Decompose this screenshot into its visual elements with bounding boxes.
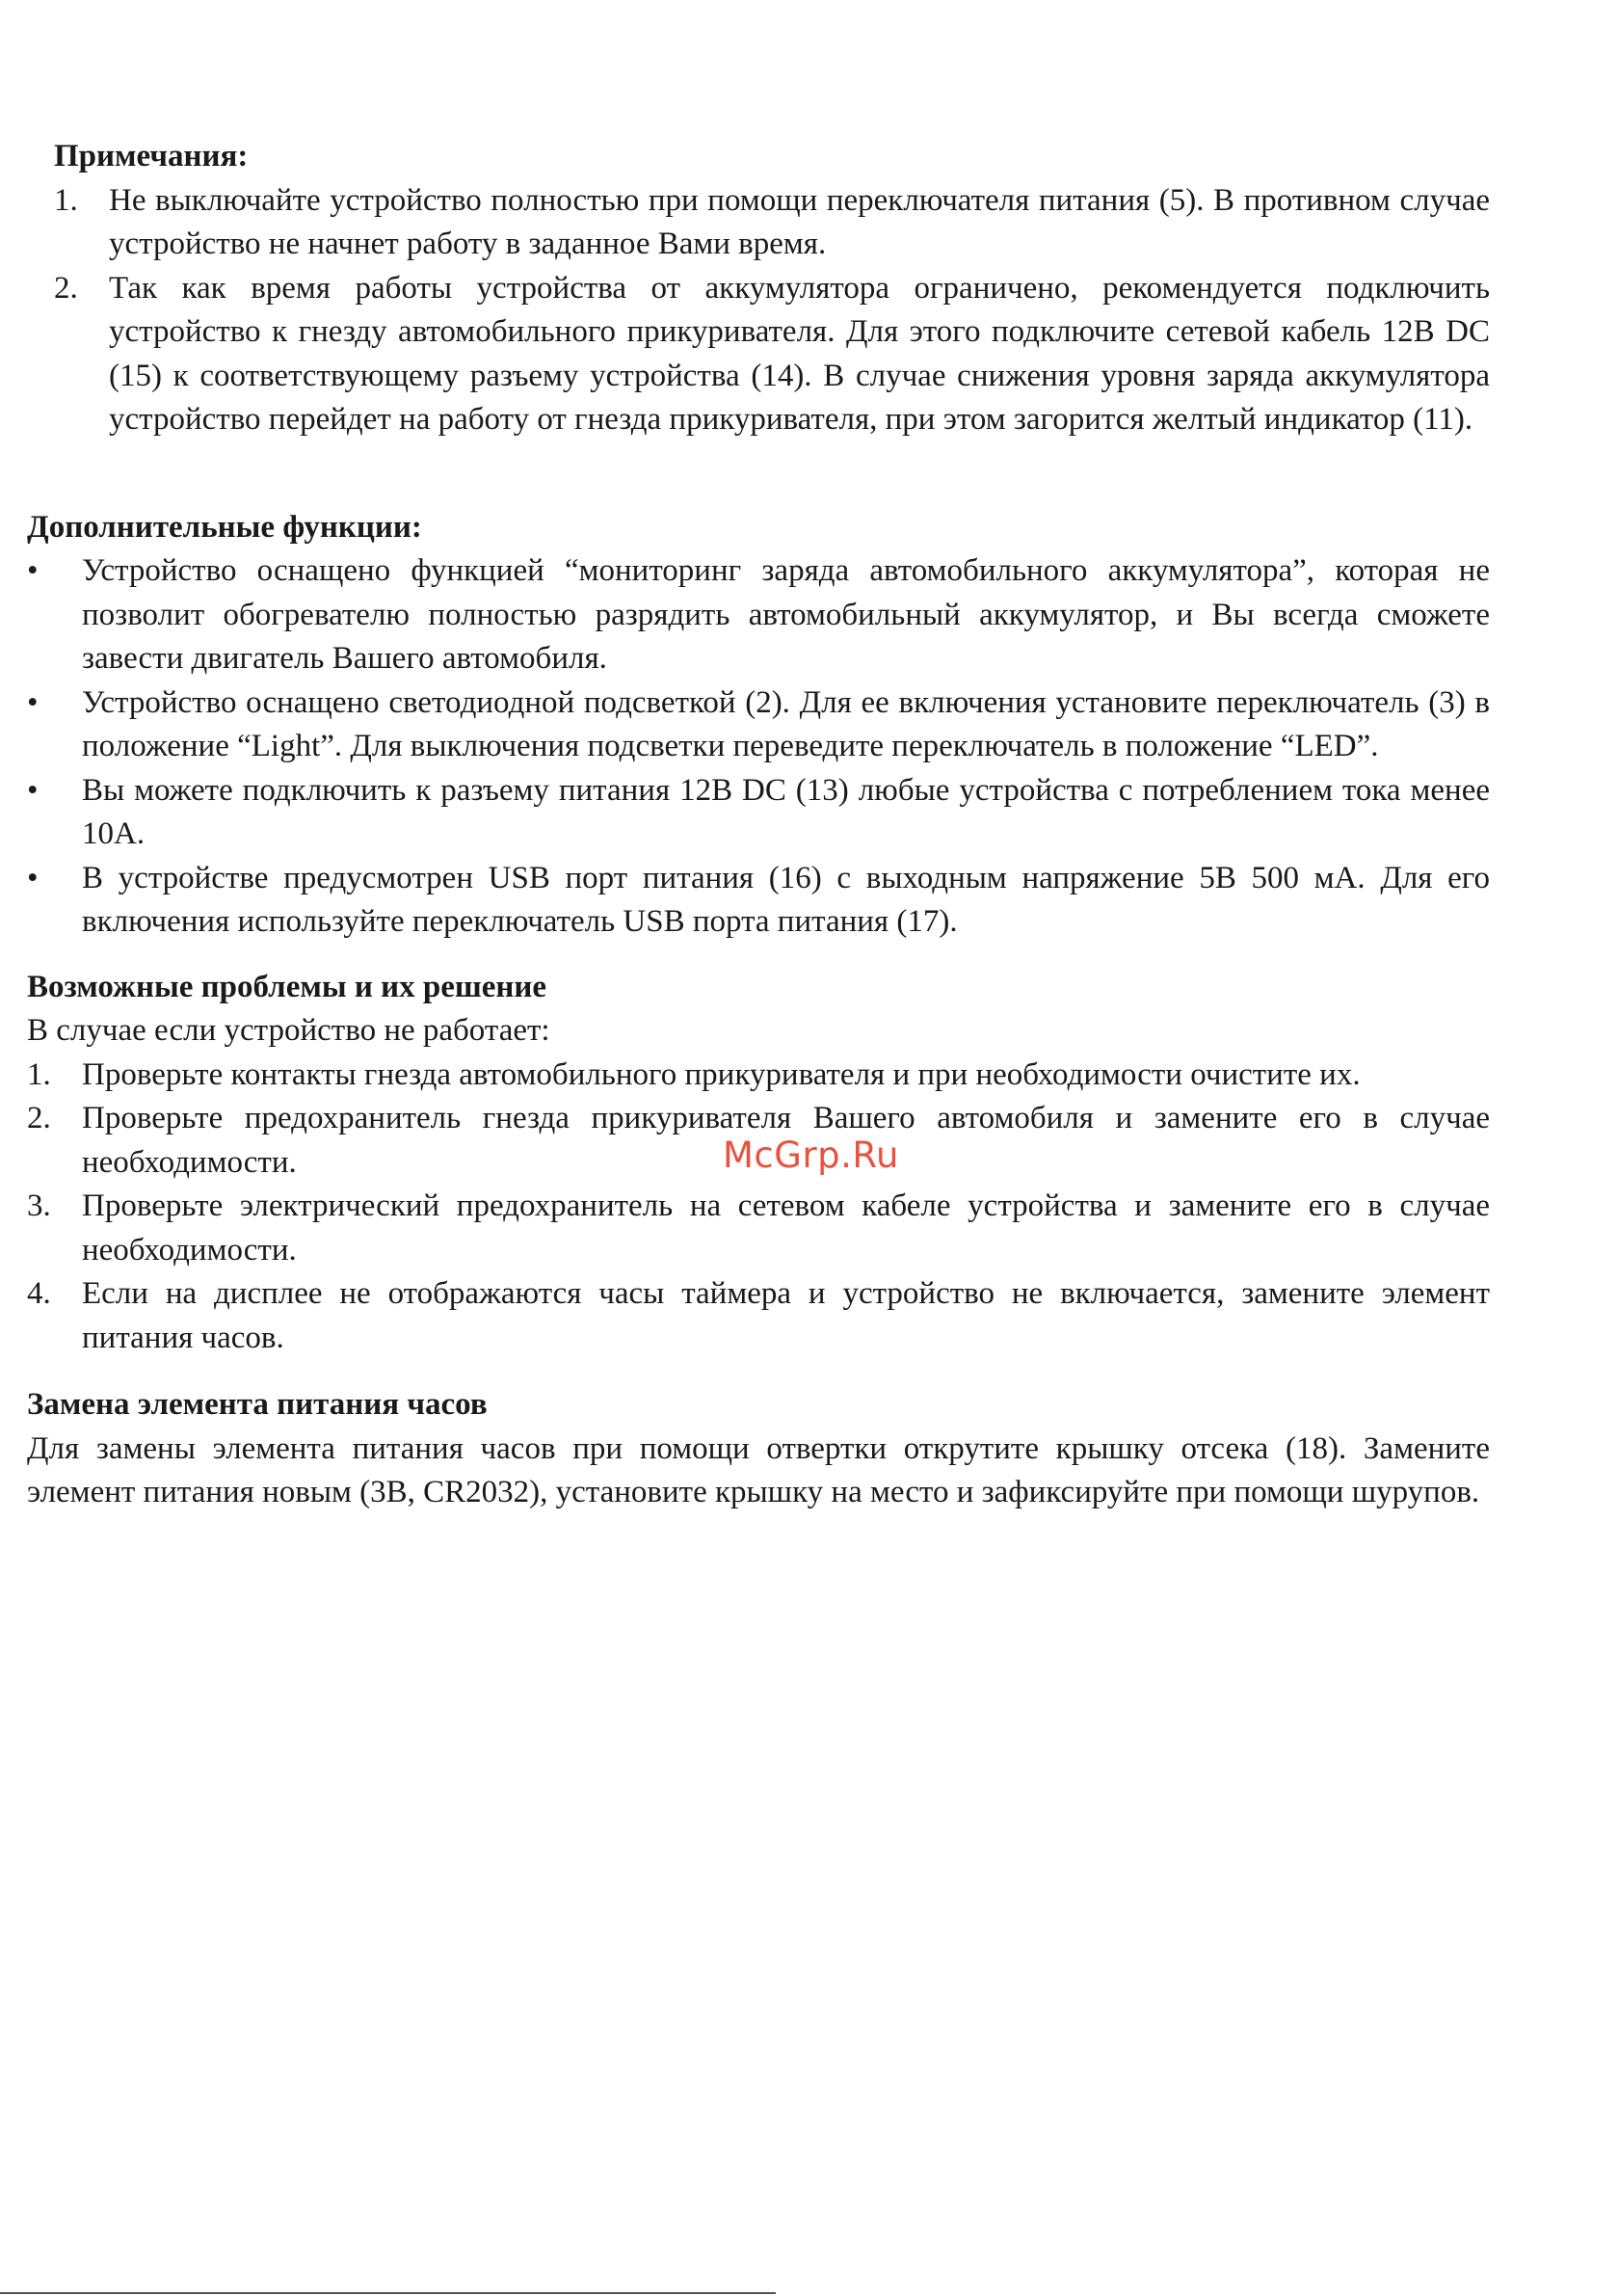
- extra-list: [27, 549, 1490, 945]
- extra-item: [27, 857, 1490, 945]
- troubleshooting-title: Возможные проблемы и их решение: [27, 969, 547, 1004]
- troubleshooting-list: [27, 1054, 1490, 1361]
- troubleshooting-item-number: 4.: [27, 1276, 51, 1311]
- notes-list: [54, 179, 1490, 442]
- extra-item: [27, 769, 1490, 857]
- troubleshooting-item-text: Проверьте электрический предохранитель на сетевом кабеле устройства и замените его в случае необходимости.: [82, 1188, 1490, 1268]
- troubleshooting-item-text: Проверьте предохранитель гнезда прикуривателя Вашего автомобиля и замените его в случае необходимости.: [82, 1101, 1490, 1180]
- document-page: [27, 135, 1490, 1515]
- bottom-divider: [0, 2292, 776, 2294]
- troubleshooting-item-number: 3.: [27, 1188, 51, 1223]
- extra-item: [27, 549, 1490, 681]
- troubleshooting-item-number: 1.: [27, 1056, 51, 1092]
- battery-section: [27, 1383, 1490, 1515]
- notes-item: [54, 179, 1490, 267]
- bullet-icon: •: [27, 772, 39, 808]
- troubleshooting-item-text: Проверьте контакты гнезда автомобильного прикуривателя и при необходимости очистите их.: [82, 1056, 1361, 1092]
- spacer: [27, 1360, 1490, 1383]
- extra-item: [27, 681, 1490, 769]
- troubleshooting-item: [27, 1054, 1490, 1098]
- notes-item-number: 1.: [54, 182, 78, 218]
- extra-section: [27, 506, 1490, 945]
- notes-item: [54, 267, 1490, 442]
- notes-item-number: 2.: [54, 270, 78, 306]
- notes-item-text: Так как время работы устройства от аккумулятора ограничено, рекомендуется подключить устройство к гнезду автомобильного прикуривателя. Для этого подключите сетевой кабель 12В DC (15) к соответствующему разъему устройства (14). В случае снижения уровня заряда аккумулятора устройство перейдет на работу от гнезда прикуривателя, при этом загорится желтый индикатор (11).: [109, 270, 1490, 437]
- extra-item-text: Вы можете подключить к разъему питания 12В DC (13) любые устройства с потреблением тока менее 10А.: [82, 772, 1490, 851]
- bullet-icon: •: [27, 860, 39, 895]
- extra-item-text: В устройстве предусмотрен USB порт питания (16) с выходным напряжение 5В 500 мА. Для его включения используйте переключатель USB порта питания (17).: [82, 860, 1490, 939]
- troubleshooting-item-number: 2.: [27, 1101, 51, 1135]
- bullet-icon: •: [27, 553, 39, 588]
- bullet-icon: •: [27, 684, 39, 720]
- battery-text: Для замены элемента питания часов при помощи отвертки открутите крышку отсека (18). Замените элемент питания новым (3В, CR2032), установите крышку на место и зафиксируйте при помощи шурупов.: [27, 1430, 1490, 1509]
- extra-item-text: Устройство оснащено функцией “мониторинг заряда автомобильного аккумулятора”, которая не позволит обогревателю полностью разрядить автомобильный аккумулятор, и Вы всегда сможете завести двигатель Вашего автомобиля.: [82, 553, 1490, 676]
- watermark: McGrp.Ru: [723, 1135, 899, 1176]
- troubleshooting-item-text: Если на дисплее не отображаются часы таймера и устройство не включается, замените элемент питания часов.: [82, 1276, 1490, 1355]
- troubleshooting-item: [27, 1185, 1490, 1272]
- troubleshooting-item: [27, 1272, 1490, 1360]
- spacer: [27, 442, 1490, 506]
- spacer: [27, 945, 1490, 966]
- notes-section: [54, 135, 1490, 442]
- extra-title: Дополнительные функции:: [27, 509, 422, 545]
- extra-item-text: Устройство оснащено светодиодной подсветкой (2). Для ее включения установите переключатель (3) в положение “Light”. Для выключения подсветки переведите переключатель в положение “LED”.: [82, 684, 1490, 763]
- battery-title: Замена элемента питания часов: [27, 1387, 488, 1422]
- troubleshooting-intro: В случае если устройство не работает:: [27, 1013, 550, 1048]
- notes-item-text: Не выключайте устройство полностью при помощи переключателя питания (5). В противном случае устройство не начнет работу в заданное Вами время.: [109, 182, 1490, 261]
- notes-title: Примечания:: [54, 139, 249, 174]
